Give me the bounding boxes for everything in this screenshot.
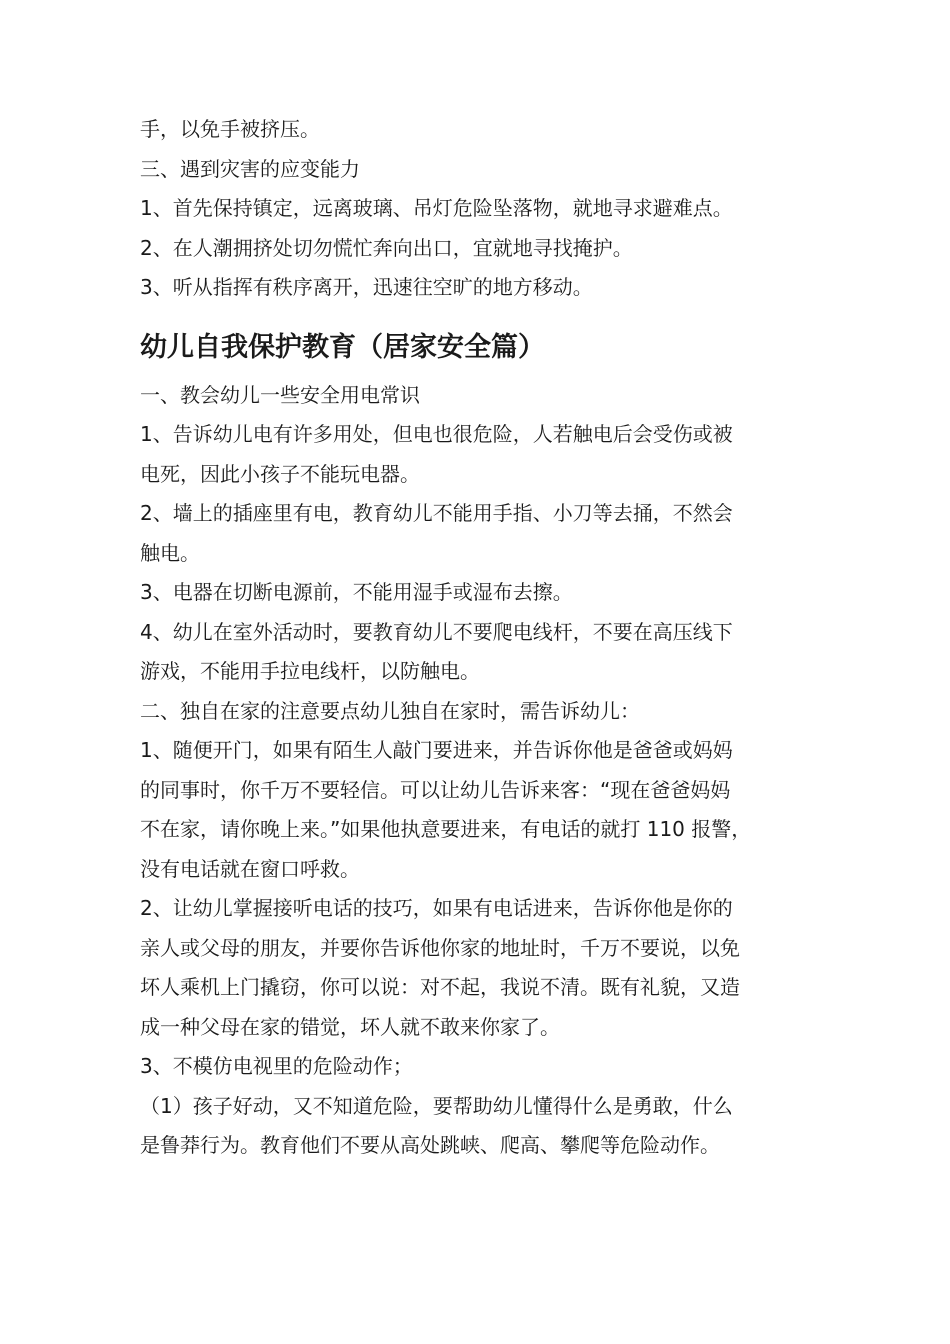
text-line: 坏人乘机上门撬窃，你可以说：对不起，我说不清。既有礼貌，又造: [140, 975, 740, 999]
text-line: 3、电器在切断电源前，不能用湿手或湿布去擦。: [140, 580, 573, 604]
text-line: 2、墙上的插座里有电，教育幼儿不能用手指、小刀等去捅，不然会: [140, 501, 733, 525]
text-line: 不在家，请你晚上来。”如果他执意要进来，有电话的就打 110 报警，: [140, 817, 752, 841]
document-title: 幼儿自我保护教育（居家安全篇）: [140, 331, 545, 363]
section-heading: 二、独自在家的注意要点幼儿独自在家时，需告诉幼儿：: [140, 698, 640, 723]
text-line: 触电。: [140, 540, 200, 565]
text-line: 没有电话就在窗口呼救。: [140, 856, 360, 881]
text-line: 是鲁莽行为。教育他们不要从高处跳峡、爬高、攀爬等危险动作。: [140, 1133, 720, 1157]
section-heading: 一、教会幼儿一些安全用电常识: [140, 382, 420, 407]
text-line: 手，以免手被挤压。: [140, 117, 320, 141]
text-line: 的同事时，你千万不要轻信。可以让幼儿告诉来客：“现在爸爸妈妈: [140, 777, 731, 802]
text-line: 电死，因此小孩子不能玩电器。: [140, 461, 420, 486]
text-line: 3、不模仿电视里的危险动作；: [140, 1054, 413, 1078]
text-line: 1、告诉幼儿电有许多用处，但电也很危险，人若触电后会受伤或被: [140, 422, 733, 446]
text-line: 1、首先保持镇定，远离玻璃、吊灯危险坠落物，就地寻求避难点。: [140, 196, 733, 220]
text-line: 亲人或父母的朋友，并要你告诉他你家的地址时，千万不要说，以免: [140, 935, 740, 960]
text-line: （1）孩子好动，又不知道危险，要帮助幼儿懂得什么是勇敢，什么: [140, 1093, 733, 1118]
document-page: [140, 110, 830, 1166]
text-line: 游戏，不能用手拉电线杆，以防触电。: [140, 659, 480, 683]
section-heading: 三、遇到灾害的应变能力: [140, 156, 360, 181]
text-line: 2、让幼儿掌握接听电话的技巧，如果有电话进来，告诉你他是你的: [140, 896, 733, 920]
text-line: 成一种父母在家的错觉，坏人就不敢来你家了。: [140, 1014, 560, 1039]
home-safety-section: [140, 376, 830, 1166]
text-line: 4、幼儿在室外活动时，要教育幼儿不要爬电线杆，不要在高压线下: [140, 619, 733, 644]
text-line: 2、在人潮拥挤处切勿慌忙奔向出口，宜就地寻找掩护。: [140, 235, 633, 260]
disaster-response-section: [140, 110, 830, 308]
text-line: 1、随便开门，如果有陌生人敲门要进来，并告诉你他是爸爸或妈妈: [140, 738, 733, 762]
text-line: 3、听从指挥有秩序离开，迅速往空旷的地方移动。: [140, 275, 593, 299]
